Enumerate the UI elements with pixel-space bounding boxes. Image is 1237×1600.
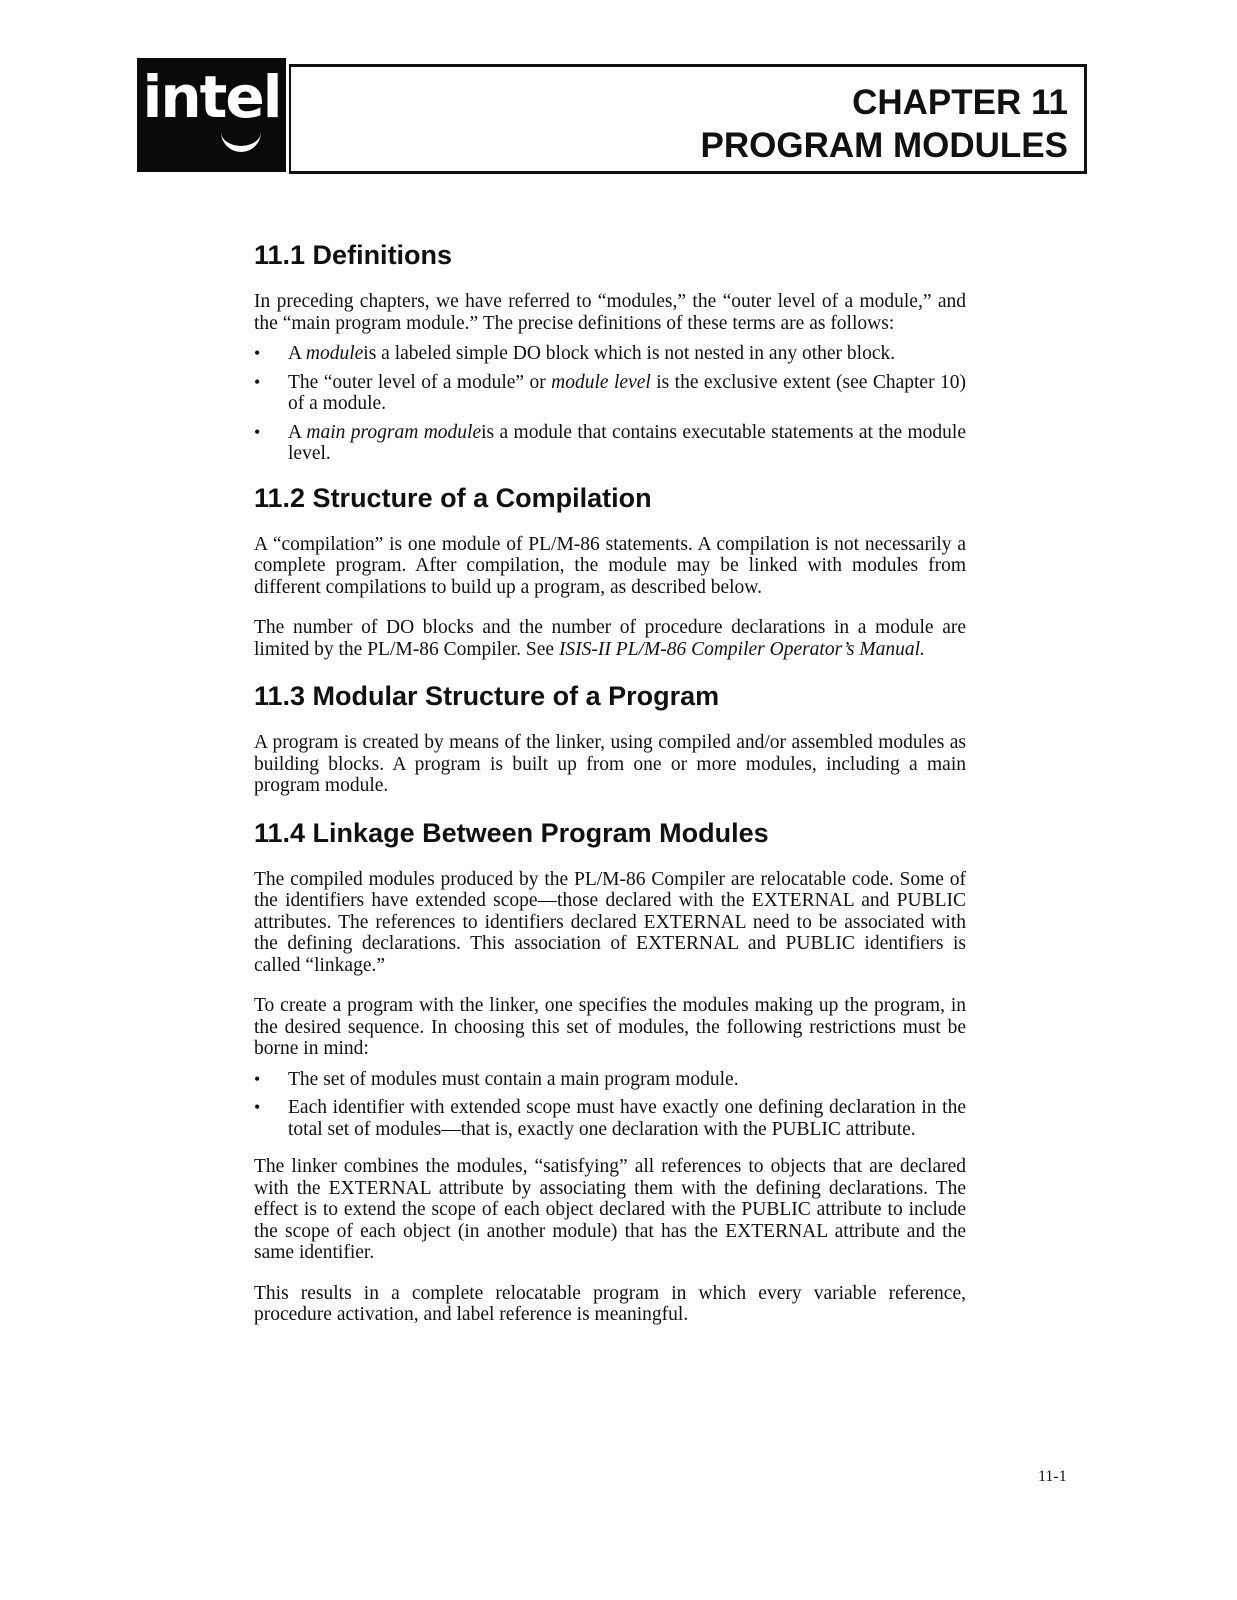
section-heading-11-3: 11.3 Modular Structure of a Program [254,681,720,711]
paragraph: In preceding chapters, we have referred to “modules,” the “outer level of a module,” and the “main program module.” The precise definitions of these terms are as follows: [254,291,966,334]
section-heading-11-2: 11.2 Structure of a Compilation [254,482,652,513]
bullet-icon: • [254,343,261,363]
bullet-icon: • [254,1068,261,1089]
chapter-header-box [289,64,1087,174]
list-item: • A moduleis a labeled simple DO block which is not nested in any other block. [254,343,896,364]
paragraph: The number of DO blocks and the number of procedure declarations in a module are limited by the PL/M-86 Compiler. See ISIS-II PL/M-86 Compiler Operator’s Manual. [254,617,966,660]
bullet-icon: • [254,371,261,392]
page-content [254,238,966,1345]
intel-logo-swoosh [221,128,261,152]
chapter-number: CHAPTER 11 [852,83,1068,122]
term-module-level: module level [551,371,651,393]
chapter-name: PROGRAM MODULES [700,126,1068,165]
page-number: 11-1 [1038,1468,1067,1485]
bullet-list [254,343,966,465]
list-item: • Each identifier with extended scope must have exactly one defining declaration in the total set of modules—that is, exactly one declaration with the PUBLIC attribute. [254,1097,966,1140]
term-main-program-module: main program module [306,421,482,443]
list-item: • A main program moduleis a module that contains executable statements at the module level. [254,421,966,464]
intel-logo [137,58,286,172]
chapter-title [701,81,1069,167]
list-item: • The set of modules must contain a main program module. [254,1068,739,1090]
paragraph: This results in a complete relocatable program in which every variable reference, procedure activation, and label reference is meaningful. [254,1282,966,1325]
paragraph: To create a program with the linker, one specifies the modules making up the program, in the desired sequence. In choosing this set of modules, the following restrictions must be borne in mind: [254,995,966,1059]
bullet-list [254,1069,966,1141]
bullet-icon: • [254,421,261,442]
bullet-icon: • [254,1097,261,1117]
paragraph: A program is created by means of the linker, using compiled and/or assembled modules as building blocks. A program is built up from one or more modules, including a main program module. [254,732,966,796]
paragraph: A “compilation” is one module of PL/M-86 statements. A compilation is not necessarily a complete program. After compilation, the module may be linked with modules from different compilations to build up a program, as described below. [254,533,966,598]
section-heading-11-1: 11.1 Definitions [254,240,453,270]
paragraph: The linker combines the modules, “satisfying” all references to objects that are declared with the EXTERNAL attribute by associating them with the defining declarations. The effect is to extend the scope of each object declared with the PUBLIC attribute to include the scope of each object (in another module) that has the EXTERNAL attribute and the same identifier. [254,1156,966,1263]
term-module: module [305,343,364,364]
section-heading-11-4: 11.4 Linkage Between Program Modules [254,817,769,848]
paragraph: The compiled modules produced by the PL/M-86 Compiler are relocatable code. Some of the identifiers have extended scope—those declared with the EXTERNAL and PUBLIC attributes. The references to identifiers declared EXTERNAL need to be associated with the defining declarations. This association of EXTERNAL and PUBLIC identifiers is called “linkage.” [254,868,966,976]
list-item: • The “outer level of a module” or module level is the exclusive extent (see Chapter 10) of a module. [254,371,966,414]
intel-logo-text: intel [142,63,281,131]
manual-reference: ISIS-II PL/M-86 Compiler Operator’s Manual. [558,638,925,660]
